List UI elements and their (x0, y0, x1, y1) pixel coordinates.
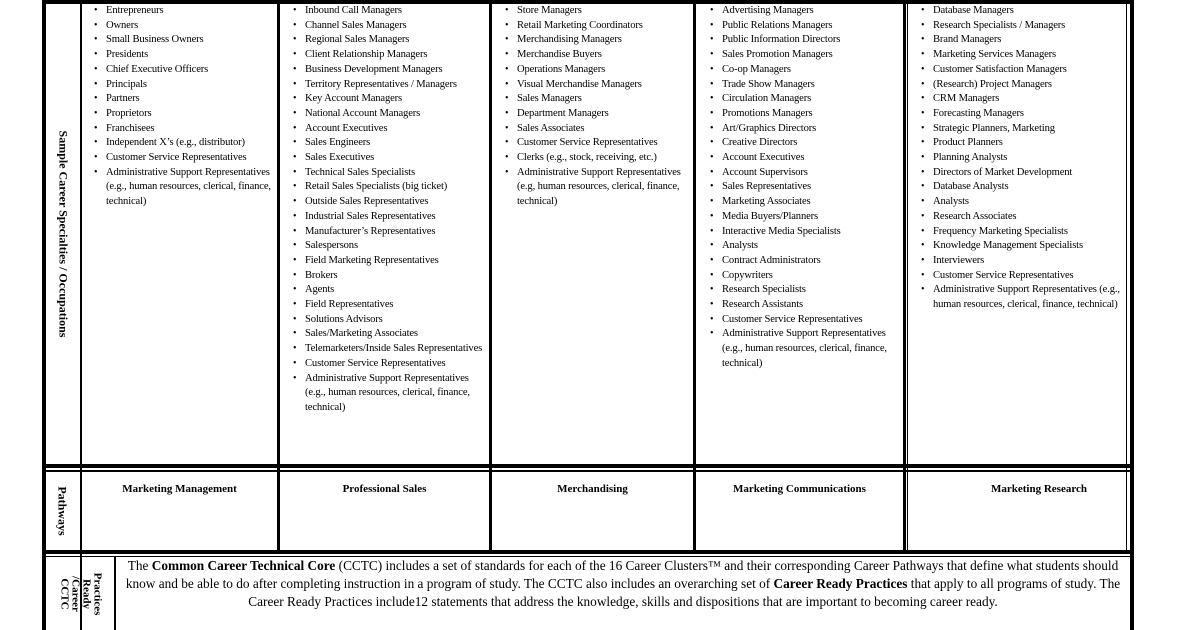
occupation-item: • Sales Representatives (708, 180, 900, 195)
column-divider (903, 0, 906, 550)
occupation-item: • Database Analysts (919, 180, 1125, 195)
occupation-item: • Field Representatives (291, 298, 487, 313)
cctc-description: The Common Career Technical Core (CCTC) includes a set of standards for each of the 16 Career Clusters™ and their corresponding Career Pathways that define what students should know and be able to do after completing instruction in a program of study. The CCTC also includes an overarching set of Career Ready Practices that apply to all programs of study. The Career Ready Practices include12 statements that address the knowledge, skills and dispositions that are important to becoming career ready. (125, 558, 1121, 610)
occupation-item: • Analysts (919, 195, 1125, 210)
occupation-item: • Media Buyers/Planners (708, 210, 900, 225)
pathway-marketing-management: Marketing Management (122, 483, 237, 495)
occupation-item: • Merchandise Buyers (503, 48, 691, 63)
occupation-item: • Sales/Marketing Associates (291, 327, 487, 342)
practices-label-divider (114, 556, 116, 630)
column-divider (489, 0, 492, 550)
occupation-item: • Forecasting Managers (919, 107, 1125, 122)
occupation-item: • Clerks (e.g., stock, receiving, etc.) (503, 151, 691, 166)
occupation-item: • Sales Managers (503, 92, 691, 107)
occupation-item: • Brokers (291, 269, 487, 284)
occupation-item: • Administrative Support Representatives (e.g., human resources, clerical, finance, technical) (291, 372, 487, 416)
occupation-item: • Business Development Managers (291, 63, 487, 78)
occupation-item: • Principals (92, 78, 272, 93)
pathways-row-label: Pathways (56, 486, 70, 536)
occupation-item: • Administrative Support Representatives (e.g., human resources, clerical, finance, technical) (92, 166, 272, 210)
occupations-column-marketing-research (919, 4, 1125, 464)
occupations-bottom-border-2 (42, 470, 1134, 472)
occupation-item: • Research Assistants (708, 298, 900, 313)
occupation-item: • Trade Show Managers (708, 78, 900, 93)
occupations-column-merchandising (503, 4, 691, 464)
column-divider (277, 0, 280, 550)
occupation-item: • Department Managers (503, 107, 691, 122)
occupation-item: • Administrative Support Representatives (e.g, human resources, clerical, finance, technical) (503, 166, 691, 210)
occupations-column-professional-sales (291, 4, 487, 464)
occupation-item: • Operations Managers (503, 63, 691, 78)
occupation-item: • CRM Managers (919, 92, 1125, 107)
occupation-item: • Marketing Associates (708, 195, 900, 210)
occupation-item: • Sales Promotion Managers (708, 48, 900, 63)
occupation-item: • Interactive Media Specialists (708, 225, 900, 240)
occupation-item: • Art/Graphics Directors (708, 122, 900, 137)
occupation-item: • Administrative Support Representatives (e.g., human resources, clerical, finance, technical) (919, 283, 1125, 312)
table-right-border (1130, 0, 1134, 630)
occupation-item: • Strategic Planners, Marketing (919, 122, 1125, 137)
occupation-item: • Solutions Advisors (291, 313, 487, 328)
occupations-bottom-border (42, 464, 1134, 468)
occupation-item: • Inbound Call Managers (291, 4, 487, 19)
occupation-item: • Customer Service Representatives (92, 151, 272, 166)
occupation-item: • Customer Service Representatives (919, 269, 1125, 284)
occupation-item: • Advertising Managers (708, 4, 900, 19)
occupation-item: • Knowledge Management Specialists (919, 239, 1125, 254)
occupation-item: • Creative Directors (708, 136, 900, 151)
occupation-item: • Research Specialists / Managers (919, 19, 1125, 34)
occupation-item: • Customer Service Representatives (291, 357, 487, 372)
occupation-item: • Field Marketing Representatives (291, 254, 487, 269)
occupation-item: • Public Relations Managers (708, 19, 900, 34)
occupation-item: • Outside Sales Representatives (291, 195, 487, 210)
occupation-item: • Analysts (708, 239, 900, 254)
occupations-list (708, 4, 900, 372)
occupation-item: • Technical Sales Specialists (291, 166, 487, 181)
occupation-item: • Account Executives (291, 122, 487, 137)
pathway-marketing-communications: Marketing Communications (733, 483, 866, 495)
occupation-item: • Retail Sales Specialists (big ticket) (291, 180, 487, 195)
practices-row-label-cell (46, 557, 114, 630)
occupation-item: • Sales Executives (291, 151, 487, 166)
occupation-item: • Copywriters (708, 269, 900, 284)
column-divider (907, 0, 908, 550)
occupation-item: • Research Associates (919, 210, 1125, 225)
occupation-item: • Store Managers (503, 4, 691, 19)
occupation-item: • Key Account Managers (291, 92, 487, 107)
occupation-item: • Contract Administrators (708, 254, 900, 269)
occupation-item: • Administrative Support Representatives (e.g., human resources, clerical, finance, technical) (708, 327, 900, 371)
occupation-item: • Customer Service Representatives (503, 136, 691, 151)
occupation-item: • Small Business Owners (92, 33, 272, 48)
occupation-item: • Planning Analysts (919, 151, 1125, 166)
occupation-item: • Marketing Services Managers (919, 48, 1125, 63)
occupation-item: • Client Relationship Managers (291, 48, 487, 63)
occupation-item: • Promotions Managers (708, 107, 900, 122)
occupations-list (291, 4, 487, 416)
occupation-item: • Owners (92, 19, 272, 34)
pathway-professional-sales: Professional Sales (342, 483, 427, 495)
occupations-list (503, 4, 691, 210)
occupation-item: • Presidents (92, 48, 272, 63)
occupation-item: • Account Supervisors (708, 166, 900, 181)
pathway-marketing-research: Marketing Research (990, 483, 1088, 495)
pathway-merchandising: Merchandising (557, 483, 628, 495)
occupation-item: • Customer Satisfaction Managers (919, 63, 1125, 78)
occupation-item: • Product Planners (919, 136, 1125, 151)
occupation-item: • Interviewers (919, 254, 1125, 269)
occupation-item: • Account Executives (708, 151, 900, 166)
occupation-item: • Territory Representatives / Managers (291, 78, 487, 93)
occupation-item: • Visual Merchandise Managers (503, 78, 691, 93)
occupations-row-label-cell (46, 4, 80, 464)
practices-row-label: Practices Ready /Career CCTC (58, 572, 103, 615)
occupation-item: • Customer Service Representatives (708, 313, 900, 328)
pathways-bottom-border (42, 550, 1134, 554)
occupation-item: • Chief Executive Officers (92, 63, 272, 78)
occupation-item: • Sales Associates (503, 122, 691, 137)
occupation-item: • Database Managers (919, 4, 1125, 19)
occupation-item: • Research Specialists (708, 283, 900, 298)
occupations-column-marketing-communications (708, 4, 900, 464)
occupation-item: • Circulation Managers (708, 92, 900, 107)
occupation-item: • Public Information Directors (708, 33, 900, 48)
occupation-item: • Industrial Sales Representatives (291, 210, 487, 225)
table-left-border-inner (80, 0, 82, 630)
occupations-column-marketing-management (92, 4, 272, 464)
occupation-item: • Agents (291, 283, 487, 298)
occupation-item: • Proprietors (92, 107, 272, 122)
occupation-item: • Brand Managers (919, 33, 1125, 48)
column-divider (693, 0, 696, 550)
occupation-item: • Salespersons (291, 239, 487, 254)
occupation-item: • (Research) Project Managers (919, 78, 1125, 93)
occupation-item: • Retail Marketing Coordinators (503, 19, 691, 34)
occupation-item: • Independent X’s (e.g., distributor) (92, 136, 272, 151)
occupation-item: • National Account Managers (291, 107, 487, 122)
pathways-row-label-cell (46, 472, 80, 550)
occupation-item: • Co-op Managers (708, 63, 900, 78)
occupation-item: • Partners (92, 92, 272, 107)
occupation-item: • Directors of Market Development (919, 166, 1125, 181)
occupation-item: • Sales Engineers (291, 136, 487, 151)
occupation-item: • Manufacturer’s Representatives (291, 225, 487, 240)
occupations-row-label: Sample Career Specialties / Occupations (56, 130, 71, 338)
occupation-item: • Channel Sales Managers (291, 19, 487, 34)
occupation-item: • Telemarketers/Inside Sales Representatives (291, 342, 487, 357)
occupations-list (92, 4, 272, 210)
occupation-item: • Frequency Marketing Specialists (919, 225, 1125, 240)
occupation-item: • Entrepreneurs (92, 4, 272, 19)
occupation-item: • Merchandising Managers (503, 33, 691, 48)
occupation-item: • Regional Sales Managers (291, 33, 487, 48)
occupations-list (919, 4, 1125, 313)
occupation-item: • Franchisees (92, 122, 272, 137)
